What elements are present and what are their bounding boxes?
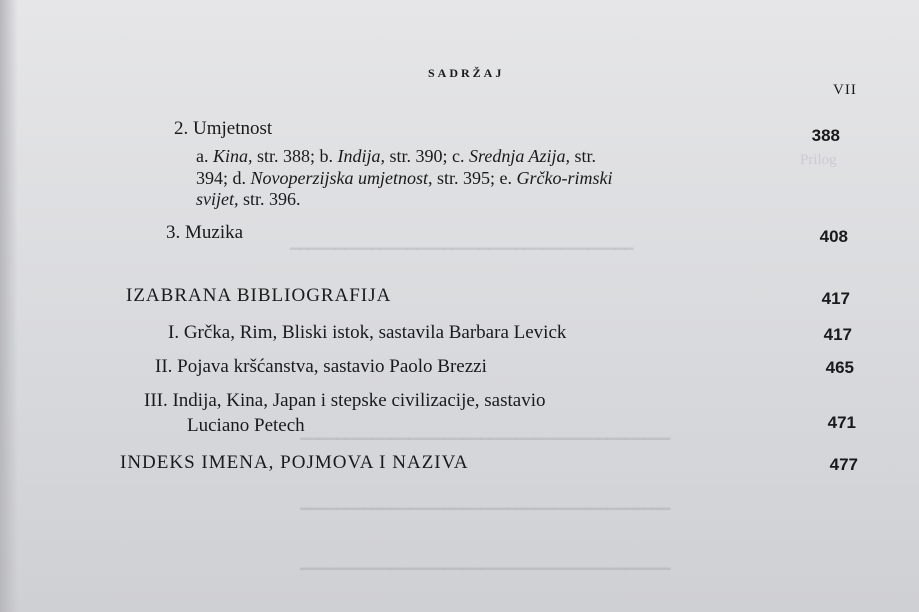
bleed-through-text: ━━━━━━━━━━━━━━━━━━━━━━━━━━━━━━━━━━━━━━━━━ — [300, 562, 671, 578]
page-number: VII — [833, 82, 857, 98]
toc-subentry-line: a. Kina, str. 388; b. Indija, str. 390; c. Srednja Azija, str. — [196, 146, 597, 166]
page-spine-shadow — [0, 0, 18, 612]
toc-entry-bib-3: III. Indija, Kina, Japan i stepske civilizacije, sastavio — [144, 390, 546, 411]
toc-subentry-line: svijet, str. 396. — [196, 189, 301, 209]
bleed-through-text: ━━━━━━━━━━━━━━━━━━━━━━━━━━━━━━━━━━━━━━ — [290, 242, 634, 258]
bleed-through-text: ━━━━━━━━━━━━━━━━━━━━━━━━━━━━━━━━━━━━━━━━━ — [300, 432, 671, 448]
section-header: SADRŽAJ — [428, 66, 505, 80]
toc-page-indeks: 477 — [829, 455, 858, 474]
toc-entry-bib-1: I. Grčka, Rim, Bliski istok, sastavila Barbara Levick — [168, 322, 567, 343]
toc-page-umjetnost: 388 — [811, 126, 840, 145]
toc-page-bib-1: 417 — [823, 325, 852, 344]
toc-entry-bib-2: II. Pojava kršćanstva, sastavio Paolo Brezzi — [155, 356, 487, 377]
toc-page-bib-3: 471 — [827, 413, 856, 432]
toc-page-bibliografija: 417 — [821, 289, 850, 308]
toc-entry-bibliografija: IZABRANA BIBLIOGRAFIJA — [126, 285, 392, 306]
bleed-through-text: ━━━━━━━━━━━━━━━━━━━━━━━━━━━━━━━━━━━━━━━━━ — [300, 502, 671, 518]
toc-entry-muzika: 3. Muzika — [166, 222, 244, 243]
toc-page-bib-2: 465 — [825, 358, 854, 377]
toc-entry-bib-3-cont: Luciano Petech — [187, 415, 305, 436]
toc-entry-umjetnost: 2. Umjetnost — [174, 118, 273, 139]
bleed-through-text: Prilog — [800, 152, 837, 168]
toc-entry-indeks: INDEKS IMENA, POJMOVA I NAZIVA — [120, 452, 469, 473]
toc-subentry-line: 394; d. Novoperzijska umjetnost, str. 395; e. Grčko-rimski — [196, 168, 613, 188]
toc-page-muzika: 408 — [819, 227, 848, 246]
